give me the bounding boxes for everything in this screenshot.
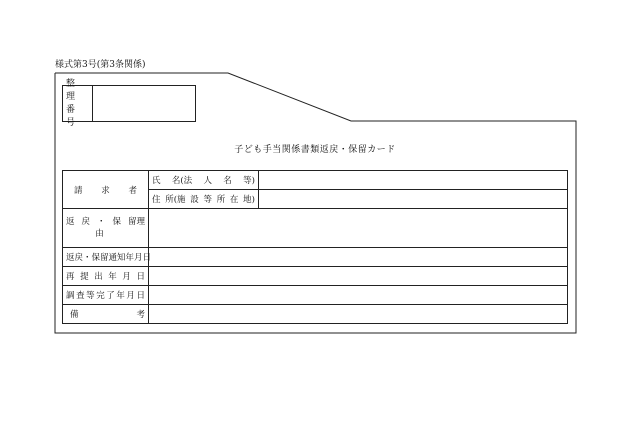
- address-label: [149, 190, 259, 209]
- notice-date-field[interactable]: [149, 248, 568, 267]
- return-reason-label-char: 保: [112, 217, 121, 227]
- claimant-label-char: 者: [128, 185, 137, 196]
- return-reason-label: [63, 209, 149, 248]
- address-label-part: 等: [203, 195, 212, 205]
- name-label-part: 名(法: [171, 176, 193, 186]
- name-label-part: 等): [243, 176, 255, 186]
- name-label: [149, 171, 259, 190]
- resubmission-label-char: 日: [136, 272, 145, 282]
- investigation-label-char: 完: [96, 291, 105, 301]
- address-label-part: 設: [190, 195, 199, 205]
- resubmission-label-char: 出: [94, 272, 103, 282]
- claimant-label-char: 求: [101, 185, 110, 196]
- remarks-label-char: 考: [136, 310, 145, 320]
- investigation-label-char: 月: [126, 291, 135, 301]
- return-reason-label-char: 戻: [81, 217, 90, 227]
- investigation-date-field[interactable]: [149, 286, 568, 305]
- notice-date-row: [63, 248, 568, 267]
- name-label-part: 人: [203, 176, 212, 186]
- remarks-label: [63, 305, 149, 324]
- return-reason-row: [63, 209, 568, 248]
- resubmission-date-field[interactable]: [149, 267, 568, 286]
- claimant-name-row: [63, 171, 568, 190]
- name-field[interactable]: [259, 171, 568, 190]
- address-label-part: 住: [152, 195, 161, 205]
- resubmission-label-char: 年: [108, 272, 117, 282]
- reference-number-label: [63, 78, 93, 128]
- form-table: [62, 170, 568, 324]
- return-reason-label-char: 返: [66, 217, 75, 227]
- investigation-date-row: [63, 286, 568, 305]
- form-number-label: 様式第3号(第3条関係): [55, 60, 146, 70]
- address-label-part: 所: [216, 195, 226, 205]
- investigation-label-char: 了: [106, 291, 115, 301]
- reference-number-box: [62, 78, 196, 128]
- remarks-row: [63, 305, 568, 324]
- return-reason-label-char: ・: [96, 217, 106, 227]
- investigation-label-char: 等: [86, 291, 95, 301]
- address-label-part: 所(施: [165, 195, 186, 205]
- resubmission-label-char: 提: [80, 272, 89, 282]
- claimant-label-char: 請: [74, 185, 83, 196]
- investigation-label-char: 日: [136, 291, 145, 301]
- reference-number-label-line2: 番 号: [66, 104, 93, 128]
- investigation-label-char: 年: [116, 291, 125, 301]
- resubmission-label-char: 月: [122, 272, 131, 282]
- investigation-date-label: [63, 286, 149, 305]
- remarks-label-char: 備: [70, 310, 79, 320]
- name-label-part: 氏: [152, 176, 161, 186]
- remarks-field[interactable]: [149, 305, 568, 324]
- reference-number-field[interactable]: [93, 86, 195, 121]
- investigation-label-char: 査: [76, 291, 85, 301]
- return-reason-field[interactable]: [149, 209, 568, 248]
- investigation-label-char: 調: [66, 291, 75, 301]
- reference-number-label-line1: 整 理: [66, 78, 93, 102]
- address-field[interactable]: [259, 190, 568, 209]
- claimant-label: [63, 171, 149, 209]
- return-reason-label-char: 留理: [127, 217, 145, 227]
- resubmission-date-row: [63, 267, 568, 286]
- address-label-part: 地): [243, 195, 255, 205]
- card-title: 子ども手当関係書類返戻・保留カード: [234, 145, 396, 155]
- address-label-part: 在: [229, 195, 239, 205]
- resubmission-date-label: [63, 267, 149, 286]
- resubmission-label-char: 再: [66, 272, 75, 282]
- return-reason-label-line2: 由: [95, 229, 104, 239]
- name-label-part: 名: [223, 176, 232, 186]
- notice-date-label: 返戻・保留通知年月日: [63, 248, 149, 267]
